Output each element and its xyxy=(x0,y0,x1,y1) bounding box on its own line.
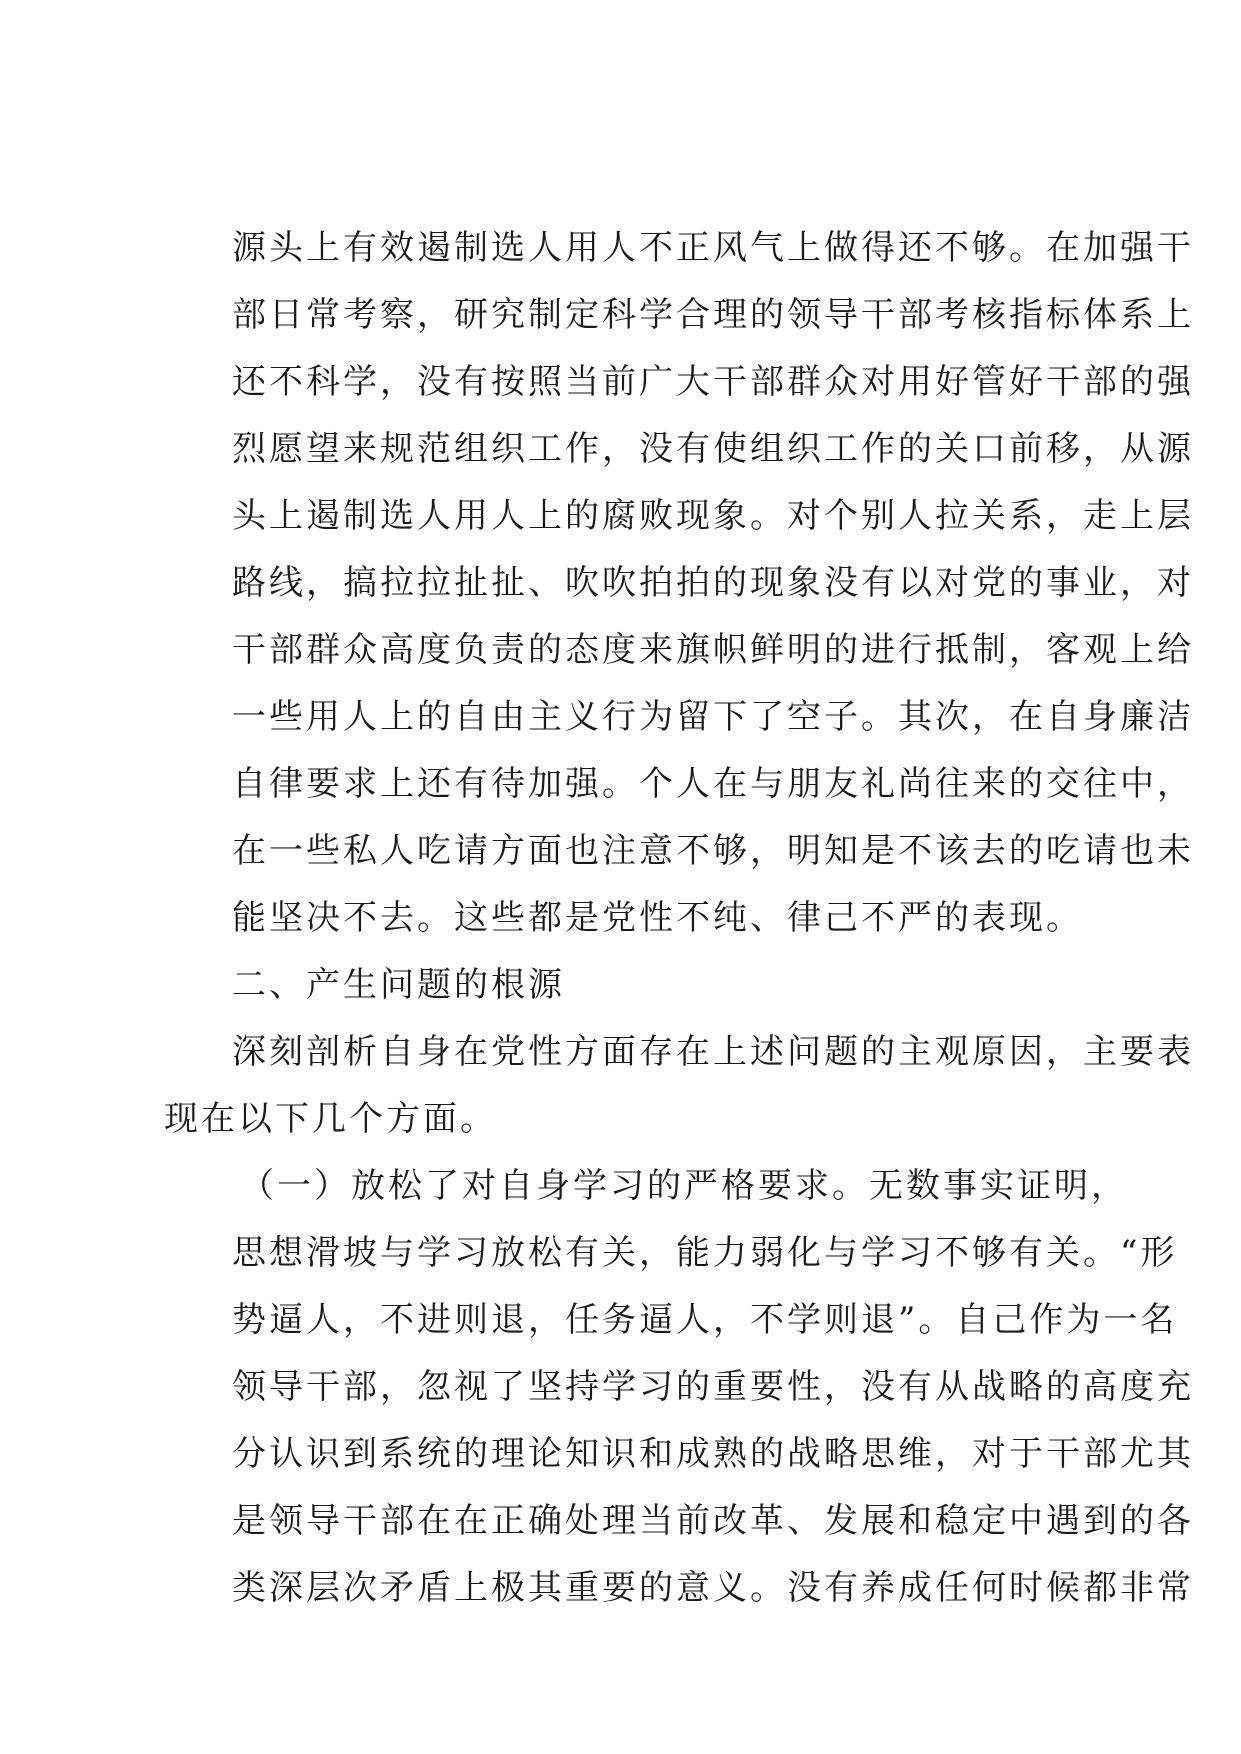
body-line: 还不科学，没有按照当前广大干部群众对用好管好干部的强 xyxy=(232,362,1194,402)
body-line: 烈愿望来规范组织工作，没有使组织工作的关口前移，从源 xyxy=(232,429,1194,469)
body-line: 类深层次矛盾上极其重要的意义。没有养成任何时候都非常 xyxy=(232,1568,1194,1608)
section-heading: 二、产生问题的根源 xyxy=(232,965,565,1005)
body-line: 能坚决不去。这些都是党性不纯、律己不严的表现。 xyxy=(232,898,1083,938)
body-line: 分认识到系统的理论知识和成熟的战略思维，对于干部尤其 xyxy=(232,1434,1194,1474)
body-line: 一些用人上的自由主义行为留下了空子。其次，在自身廉洁 xyxy=(232,697,1194,737)
body-line: 现在以下几个方面。 xyxy=(164,1099,497,1139)
body-line: 干部群众高度负责的态度来旗帜鲜明的进行抵制，客观上给 xyxy=(232,630,1194,670)
body-line: 自律要求上还有待加强。个人在与朋友礼尚往来的交往中， xyxy=(232,764,1194,804)
body-line: 领导干部，忽视了坚持学习的重要性，没有从战略的高度充 xyxy=(232,1367,1194,1407)
body-line: 在一些私人吃请方面也注意不够，明知是不该去的吃请也未 xyxy=(232,831,1194,871)
body-line: 部日常考察，研究制定科学合理的领导干部考核指标体系上 xyxy=(232,295,1194,335)
body-line: 源头上有效遏制选人用人不正风气上做得还不够。在加强干 xyxy=(232,228,1194,268)
subsection-heading: （一）放松了对自身学习的严格要求。无数事实证明， xyxy=(240,1166,1128,1206)
body-line: 是领导干部在在正确处理当前改革、发展和稳定中遇到的各 xyxy=(232,1501,1194,1541)
body-line: 深刻剖析自身在党性方面存在上述问题的主观原因，主要表 xyxy=(232,1032,1194,1072)
body-line: 势逼人，不进则退，任务逼人，不学则退”。自己作为一名 xyxy=(232,1300,1178,1340)
body-line: 路线，搞拉拉扯扯、吹吹拍拍的现象没有以对党的事业，对 xyxy=(232,563,1194,603)
body-line: 头上遏制选人用人上的腐败现象。对个别人拉关系，走上层 xyxy=(232,496,1194,536)
body-line: 思想滑坡与学习放松有关，能力弱化与学习不够有关。“形 xyxy=(232,1233,1178,1273)
